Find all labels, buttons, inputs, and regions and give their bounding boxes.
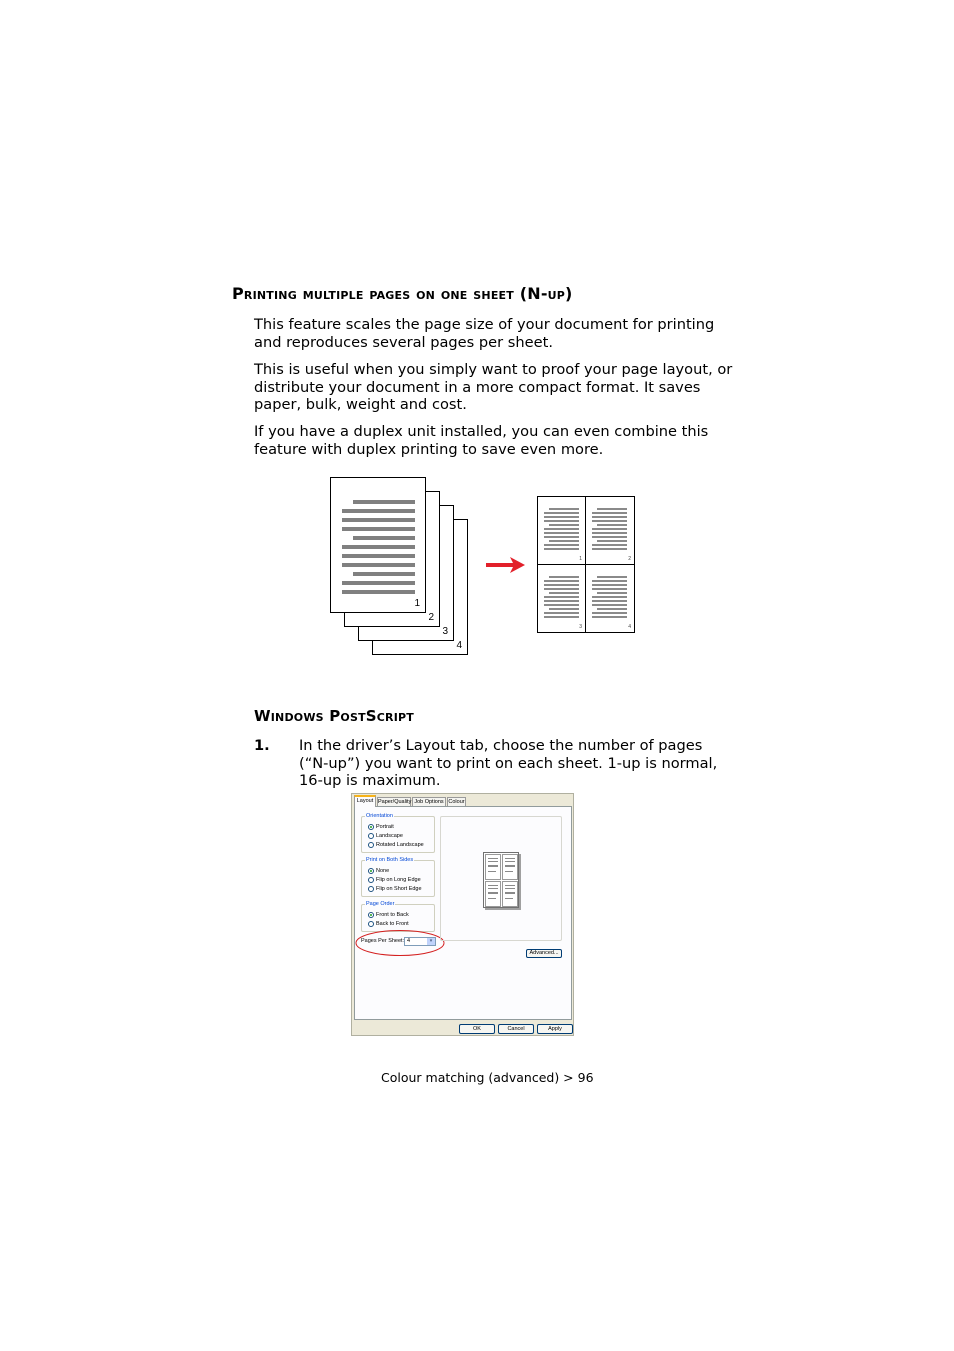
- paragraph-line: feature with duplex printing to save even more.: [254, 440, 604, 458]
- sheet-quadrant-4: [586, 565, 634, 632]
- sheet-quadrant-1: [538, 497, 585, 564]
- sheet-page-number: 3: [579, 624, 582, 630]
- page-order-group: [361, 901, 435, 932]
- preview-area: [440, 816, 562, 941]
- step-line: 16-up is maximum.: [299, 772, 441, 790]
- radio-flip-short-edge[interactable]: [368, 886, 374, 892]
- stack-page-1: [330, 477, 426, 613]
- paragraph-line: If you have a duplex unit installed, you can even combine this: [254, 423, 709, 440]
- radio-label: Rotated Landscape: [376, 841, 424, 848]
- subsection-heading: Windows PostScript: [254, 707, 414, 725]
- chevron-down-icon[interactable]: ▾: [427, 938, 435, 945]
- advanced-button[interactable]: Advanced...: [526, 949, 562, 958]
- radio-label: Front to Back: [376, 911, 409, 918]
- sheet-page-number: 1: [579, 556, 582, 562]
- sheet-quadrant-2: [586, 497, 634, 564]
- step-number: 1.: [254, 737, 270, 754]
- pages-per-sheet-label: Pages Per Sheet:: [361, 938, 405, 944]
- sheet-page-number: 2: [628, 556, 631, 562]
- paragraph-3: [254, 423, 708, 458]
- radio-portrait[interactable]: [368, 824, 374, 830]
- radio-landscape[interactable]: [368, 833, 374, 839]
- print-both-sides-title: Print on Both Sides: [366, 857, 414, 863]
- highlight-ellipse: [354, 929, 446, 957]
- tab-colour[interactable]: Colour: [448, 799, 465, 805]
- radio-back-to-front[interactable]: [368, 921, 374, 927]
- page-order-title: Page Order: [366, 901, 395, 907]
- tab-layout[interactable]: Layout: [354, 795, 376, 807]
- paragraph-1: [254, 316, 714, 351]
- step-text: [299, 737, 717, 790]
- radio-front-to-back[interactable]: [368, 912, 374, 918]
- radio-label: Flip on Long Edge: [376, 876, 421, 883]
- radio-none[interactable]: [368, 868, 374, 874]
- paragraph-line: and reproduces several pages per sheet.: [254, 333, 553, 351]
- page-footer: Colour matching (advanced) > 96: [381, 1070, 594, 1085]
- print-both-sides-group: [361, 857, 435, 897]
- arrow-right-icon: [484, 556, 526, 574]
- radio-label: Landscape: [376, 832, 403, 839]
- page-number: 2: [428, 612, 434, 623]
- step-line: In the driver’s Layout tab, choose the number of pages: [299, 737, 703, 754]
- orientation-group: [361, 813, 435, 853]
- preview-page: [483, 852, 519, 908]
- layout-dialog: [351, 793, 574, 1036]
- paragraph-line: This feature scales the page size of your document for printing: [254, 316, 715, 333]
- apply-button[interactable]: Apply: [537, 1024, 573, 1034]
- paragraph-2: [254, 361, 732, 414]
- section-heading: Printing multiple pages on one sheet (N-up): [232, 284, 573, 303]
- ok-button[interactable]: OK: [459, 1024, 495, 1034]
- radio-label: None: [376, 867, 390, 874]
- paragraph-line: paper, bulk, weight and cost.: [254, 396, 467, 414]
- orientation-title: Orientation: [366, 813, 393, 819]
- radio-label: Portrait: [376, 823, 394, 830]
- radio-label: Flip on Short Edge: [376, 885, 422, 892]
- radio-rotated-landscape[interactable]: [368, 842, 374, 848]
- radio-flip-long-edge[interactable]: [368, 877, 374, 883]
- cancel-button[interactable]: Cancel: [498, 1024, 534, 1034]
- page-number: 4: [456, 640, 462, 651]
- step-line: (“N-up”) you want to print on each sheet. 1-up is normal,: [299, 754, 718, 772]
- sheet-quadrant-3: [538, 565, 585, 632]
- paragraph-line: distribute your document in a more compact format. It saves: [254, 378, 701, 396]
- radio-label: Back to Front: [376, 920, 409, 927]
- tab-panel: [354, 806, 572, 1020]
- tab-paper-quality[interactable]: Paper/Quality: [378, 799, 412, 805]
- page-number: 1: [414, 598, 420, 609]
- paragraph-line: This is useful when you simply want to proof your page layout, or: [254, 361, 733, 378]
- n-up-sheet: [537, 496, 635, 633]
- tab-job-options[interactable]: Job Options: [412, 797, 446, 807]
- pages-per-sheet-value: 4: [407, 938, 411, 944]
- page-number: 3: [442, 626, 448, 637]
- sheet-page-number: 4: [628, 624, 631, 630]
